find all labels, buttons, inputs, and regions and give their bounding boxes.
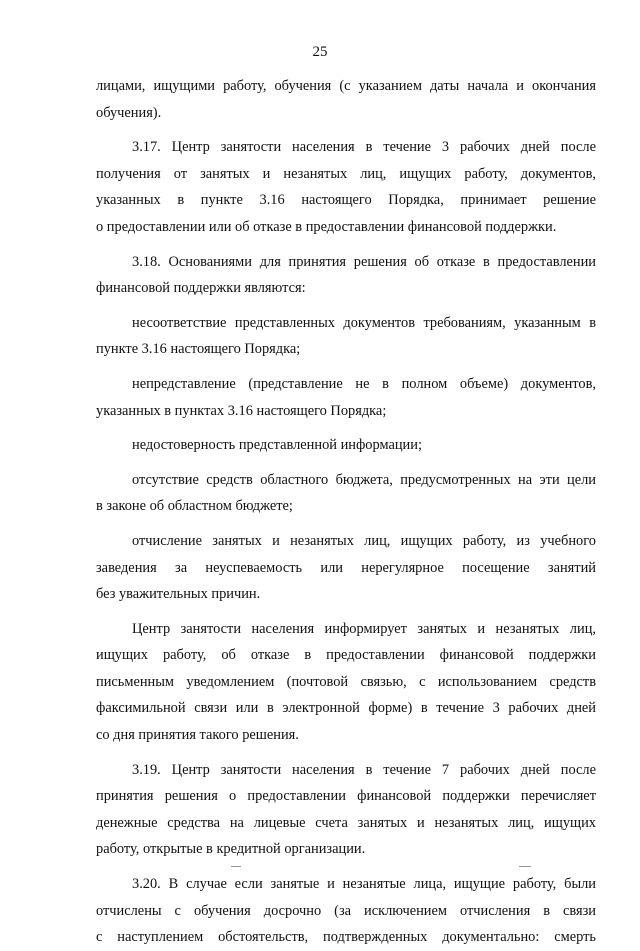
text-line: отчислены с обучения досрочно (за исключением отчисления в связи [96,902,596,919]
text-line: со дня принятия такого решения. [96,727,299,744]
text-line: указанных в пунктах 3.16 настоящего Порядка; [96,402,387,419]
clause-3-17-start: 3.17. Центр занятости населения в течение 3 рабочих дней после [132,139,596,156]
text-line: факсимильной связи или в электронной форме) в течение 3 рабочих дней [96,700,596,717]
clause-3-19-start: 3.19. Центр занятости населения в течение 7 рабочих дней после [132,761,596,778]
list-item: отсутствие средств областного бюджета, предусмотренных на эти цели [132,471,596,488]
text-line: ищущих работу, об отказе в предоставлении финансовой поддержки [96,647,596,664]
page-number: 25 [312,44,328,60]
text-line: работу, открытые в кредитной организации. [96,841,366,858]
list-item: несоответствие представленных документов требованиям, указанным в [132,314,596,331]
list-item: непредставление (представление не в полном объеме) документов, [132,375,596,392]
text-line: без уважительных причин. [96,586,261,603]
text-line: обучения). [96,104,162,121]
text-line: пункте 3.16 настоящего Порядка; [96,341,301,358]
text-line: принятия решения о предоставлении финансовой поддержки перечисляет [96,788,596,805]
scan-artifact [519,866,531,867]
text-line: финансовой поддержки являются: [96,280,306,297]
text-line: лицами, ищущими работу, обучения (с указанием даты начала и окончания [96,78,596,94]
clause-3-18-start: 3.18. Основаниями для принятия решения об отказе в предоставлении [132,253,596,270]
clause-3-20-start: 3.20. В случае если занятые и незанятые лица, ищущие работу, были [132,876,596,893]
list-item: отчисление занятых и незанятых лиц, ищущих работу, из учебного [132,532,596,549]
text-line: о предоставлении или об отказе в предоставлении финансовой поддержки. [96,218,557,235]
paragraph-start: Центр занятости населения информирует занятых и незанятых лиц, [132,620,596,637]
text-line: письменным уведомлением (почтовой связью, с использованием средств [96,673,596,690]
scan-artifact [231,866,241,867]
body-text [96,73,596,951]
text-line: с наступлением обстоятельств, подтвержденных документально: смерть [96,929,596,946]
text-line: денежные средства на лицевые счета занятых и незанятых лиц, ищущих [96,814,596,831]
text-line: указанных в пункте 3.16 настоящего Порядка, принимает решение [96,192,596,209]
text-line: заведения за неуспеваемость или нерегулярное посещение занятий [96,559,596,576]
list-item: недостоверность представленной информации; [132,437,422,454]
text-line: в законе об областном бюджете; [96,498,293,515]
text-line: получения от занятых и незанятых лиц, ищущих работу, документов, [96,165,596,182]
